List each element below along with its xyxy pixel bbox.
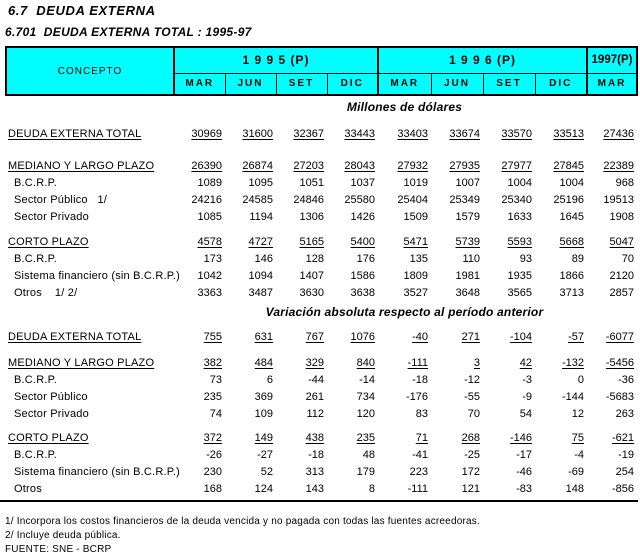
cell-value: 5739 xyxy=(455,236,480,248)
cell-value: 2120 xyxy=(609,270,634,282)
cell-value: 25340 xyxy=(501,194,532,206)
cell-value: 235 xyxy=(356,432,375,444)
cell-value: 3487 xyxy=(248,287,273,299)
table-row xyxy=(5,234,638,251)
cell-value: 124 xyxy=(254,483,273,495)
row-label: B.C.R.P. xyxy=(14,177,57,189)
table-row xyxy=(5,464,638,481)
cell-value: 33570 xyxy=(501,128,532,140)
cell-value: 27935 xyxy=(449,160,480,172)
cell-value: 3638 xyxy=(350,287,375,299)
cell-value: -104 xyxy=(509,331,532,343)
row-label: B.C.R.P. xyxy=(14,253,57,265)
table-row xyxy=(5,430,638,447)
month-header: MAR xyxy=(174,73,225,95)
cell-value: 52 xyxy=(260,466,273,478)
cell-value: -46 xyxy=(516,466,532,478)
cell-value: 28043 xyxy=(344,160,375,172)
cell-value: 1306 xyxy=(299,211,324,223)
cell-value: 369 xyxy=(254,391,273,403)
cell-value: 271 xyxy=(461,331,480,343)
cell-value: -19 xyxy=(618,449,634,461)
cell-value: 30969 xyxy=(191,128,222,140)
cell-value: 176 xyxy=(356,253,375,265)
row-label: Otros 1/ 2/ xyxy=(14,287,78,299)
cell-value: -40 xyxy=(412,331,428,343)
cell-value: 1089 xyxy=(197,177,222,189)
table-row xyxy=(5,329,638,346)
cell-value: 128 xyxy=(305,253,324,265)
cell-value: 438 xyxy=(305,432,324,444)
cell-value: 25404 xyxy=(397,194,428,206)
cell-value: 1076 xyxy=(350,331,375,343)
cell-value: 1004 xyxy=(559,177,584,189)
cell-value: -57 xyxy=(568,331,584,343)
cell-value: 26390 xyxy=(191,160,222,172)
cell-value: -14 xyxy=(359,374,375,386)
cell-value: 42 xyxy=(519,357,532,369)
cell-value: 1007 xyxy=(455,177,480,189)
row-label: B.C.R.P. xyxy=(14,449,57,461)
section-heading-millones: Millones de dólares xyxy=(346,100,463,114)
row-label: Sector Privado xyxy=(14,408,89,420)
cell-value: 33443 xyxy=(344,128,375,140)
cell-value: 1809 xyxy=(403,270,428,282)
month-header: DIC xyxy=(327,73,378,95)
cell-value: 32367 xyxy=(293,128,324,140)
table-row xyxy=(5,389,638,406)
month-header: SET xyxy=(276,73,327,95)
row-label: Sector Privado xyxy=(14,211,89,223)
cell-value: 1645 xyxy=(559,211,584,223)
cell-value: 1019 xyxy=(403,177,428,189)
row-label: DEUDA EXTERNA TOTAL xyxy=(8,128,142,140)
cell-value: 3 xyxy=(473,357,480,369)
cell-value: -4 xyxy=(574,449,584,461)
cell-value: 27203 xyxy=(293,160,324,172)
cell-value: 172 xyxy=(461,466,480,478)
cell-value: 1051 xyxy=(299,177,324,189)
row-label: Sector Público xyxy=(14,391,88,403)
table-header xyxy=(5,46,638,96)
cell-value: 230 xyxy=(203,466,222,478)
cell-value: 3527 xyxy=(403,287,428,299)
cell-value: 148 xyxy=(565,483,584,495)
table-row xyxy=(5,175,638,192)
cell-value: -621 xyxy=(611,432,634,444)
cell-value: 24846 xyxy=(293,194,324,206)
cell-value: 71 xyxy=(415,432,428,444)
cell-value: 3363 xyxy=(197,287,222,299)
table-row xyxy=(5,481,638,498)
cell-value: 767 xyxy=(305,331,324,343)
cell-value: 24585 xyxy=(242,194,273,206)
month-header: JUN xyxy=(225,73,276,95)
cell-value: -69 xyxy=(568,466,584,478)
cell-value: 48 xyxy=(362,449,375,461)
cell-value: 173 xyxy=(203,253,222,265)
cell-value: 382 xyxy=(203,357,222,369)
cell-value: 93 xyxy=(519,253,532,265)
cell-value: 5668 xyxy=(559,236,584,248)
cell-value: 223 xyxy=(409,466,428,478)
footnote-2: 2/ Incluye deuda pública. xyxy=(5,530,121,541)
cell-value: 631 xyxy=(254,331,273,343)
year-header-1996: 1 9 9 6 (P) xyxy=(378,47,587,73)
cell-value: 1908 xyxy=(609,211,634,223)
cell-value: -9 xyxy=(522,391,532,403)
footnote-1: 1/ Incorpora los costos financieros de la deuda vencida y no pagada con todas las fuentes acreedoras. xyxy=(5,516,480,527)
source-note: FUENTE: SNE - BCRP xyxy=(5,544,112,555)
cell-value: -44 xyxy=(308,374,324,386)
cell-value: -5456 xyxy=(605,357,634,369)
month-header: JUN xyxy=(431,73,483,95)
cell-value: 89 xyxy=(571,253,584,265)
cell-value: 25349 xyxy=(449,194,480,206)
month-header: DIC xyxy=(535,73,587,95)
table-row xyxy=(5,126,638,143)
cell-value: 329 xyxy=(305,357,324,369)
table-row xyxy=(5,355,638,372)
cell-value: 8 xyxy=(368,483,375,495)
cell-value: -12 xyxy=(464,374,480,386)
row-label: MEDIANO Y LARGO PLAZO xyxy=(8,357,155,369)
cell-value: 1194 xyxy=(249,211,273,223)
cell-value: 1633 xyxy=(507,211,532,223)
cell-value: 5400 xyxy=(350,236,375,248)
year-header-1997: 1997(P) xyxy=(587,47,637,73)
cell-value: 25196 xyxy=(553,194,584,206)
cell-value: -36 xyxy=(618,374,634,386)
cell-value: 33674 xyxy=(449,128,480,140)
cell-value: 1866 xyxy=(559,270,584,282)
cell-value: 70 xyxy=(621,253,634,265)
cell-value: 1037 xyxy=(350,177,375,189)
cell-value: 135 xyxy=(409,253,428,265)
cell-value: 3713 xyxy=(559,287,584,299)
cell-value: 3565 xyxy=(507,287,532,299)
cell-value: 372 xyxy=(203,432,222,444)
cell-value: -27 xyxy=(257,449,273,461)
month-header: MAR xyxy=(587,73,637,95)
cell-value: 1509 xyxy=(403,211,428,223)
cell-value: 1095 xyxy=(248,177,273,189)
table-row xyxy=(5,158,638,175)
table-row xyxy=(5,268,638,285)
cell-value: 27845 xyxy=(553,160,584,172)
cell-value: 1094 xyxy=(248,270,273,282)
cell-value: 1407 xyxy=(299,270,324,282)
cell-value: 83 xyxy=(415,408,428,420)
cell-value: 120 xyxy=(356,408,375,420)
cell-value: 1579 xyxy=(455,211,480,223)
cell-value: 70 xyxy=(467,408,480,420)
cell-value: 19513 xyxy=(603,194,634,206)
cell-value: 6 xyxy=(266,374,273,386)
cell-value: 149 xyxy=(254,432,273,444)
report-page xyxy=(0,3,640,555)
cell-value: 22389 xyxy=(603,160,634,172)
cell-value: -41 xyxy=(412,449,428,461)
cell-value: 0 xyxy=(577,374,584,386)
footnote-divider xyxy=(0,500,638,502)
cell-value: 263 xyxy=(615,408,634,420)
cell-value: -26 xyxy=(206,449,222,461)
cell-value: -17 xyxy=(516,449,532,461)
table-row xyxy=(5,251,638,268)
cell-value: -3 xyxy=(522,374,532,386)
cell-value: 3630 xyxy=(299,287,324,299)
table-body-millones xyxy=(5,126,638,302)
cell-value: -146 xyxy=(509,432,532,444)
cell-value: 313 xyxy=(305,466,324,478)
cell-value: -6077 xyxy=(605,331,634,343)
table-row xyxy=(5,285,638,302)
cell-value: 5471 xyxy=(403,236,428,248)
cell-value: 168 xyxy=(203,483,222,495)
month-header: MAR xyxy=(378,73,431,95)
cell-value: -176 xyxy=(405,391,428,403)
cell-value: 75 xyxy=(571,432,584,444)
cell-value: 1042 xyxy=(197,270,222,282)
cell-value: 4578 xyxy=(197,236,222,248)
footnotes xyxy=(5,515,640,557)
cell-value: 1935 xyxy=(507,270,532,282)
cell-value: -55 xyxy=(464,391,480,403)
cell-value: 24216 xyxy=(191,194,222,206)
table-row xyxy=(5,209,638,226)
cell-value: 1586 xyxy=(350,270,375,282)
cell-value: 968 xyxy=(615,177,634,189)
cell-value: 143 xyxy=(305,483,324,495)
cell-value: 2857 xyxy=(609,287,634,299)
table-row xyxy=(5,192,638,209)
cell-value: 26874 xyxy=(242,160,273,172)
cell-value: 1085 xyxy=(197,211,222,223)
cell-value: 27932 xyxy=(397,160,428,172)
cell-value: 179 xyxy=(356,466,375,478)
table-row xyxy=(5,406,638,423)
row-label: Sistema financiero (sin B.C.R.P.) xyxy=(14,466,180,478)
cell-value: -111 xyxy=(407,357,428,369)
cell-value: 484 xyxy=(254,357,273,369)
row-label: Sistema financiero (sin B.C.R.P.) xyxy=(14,270,180,282)
cell-value: -18 xyxy=(412,374,428,386)
cell-value: -18 xyxy=(308,449,324,461)
cell-value: 254 xyxy=(615,466,634,478)
cell-value: 33513 xyxy=(553,128,584,140)
cell-value: 74 xyxy=(209,408,222,420)
cell-value: 121 xyxy=(461,483,480,495)
cell-value: 5047 xyxy=(609,236,634,248)
row-label: B.C.R.P. xyxy=(14,374,57,386)
cell-value: 1426 xyxy=(350,211,375,223)
cell-value: 31600 xyxy=(242,128,273,140)
cell-value: -132 xyxy=(561,357,584,369)
month-header: SET xyxy=(483,73,535,95)
row-label: Otros xyxy=(14,483,42,495)
section-heading-variacion: Variación absoluta respecto al período anterior xyxy=(265,305,544,319)
cell-value: 110 xyxy=(462,253,480,265)
cell-value: 27977 xyxy=(501,160,532,172)
cell-value: 112 xyxy=(306,408,324,420)
row-label: CORTO PLAZO xyxy=(8,236,89,248)
cell-value: -25 xyxy=(464,449,480,461)
cell-value: -144 xyxy=(561,391,584,403)
row-label: CORTO PLAZO xyxy=(8,432,89,444)
row-label: MEDIANO Y LARGO PLAZO xyxy=(8,160,155,172)
cell-value: 261 xyxy=(305,391,324,403)
cell-value: 1981 xyxy=(455,270,480,282)
cell-value: 3648 xyxy=(455,287,480,299)
row-label: DEUDA EXTERNA TOTAL xyxy=(8,331,142,343)
cell-value: -83 xyxy=(516,483,532,495)
table-row xyxy=(5,372,638,389)
page-subtitle: 6.701 DEUDA EXTERNA TOTAL : 1995-97 xyxy=(5,25,252,39)
cell-value: 268 xyxy=(461,432,480,444)
cell-value: 27436 xyxy=(603,128,634,140)
cell-value: 4727 xyxy=(248,236,273,248)
cell-value: 1004 xyxy=(507,177,532,189)
row-label: Sector Público 1/ xyxy=(14,194,108,206)
cell-value: 734 xyxy=(356,391,375,403)
concept-header-cell: CONCEPTO xyxy=(6,47,174,95)
cell-value: 146 xyxy=(254,253,273,265)
table-body-variacion xyxy=(5,329,638,498)
cell-value: 109 xyxy=(254,408,273,420)
page-title: 6.7 DEUDA EXTERNA xyxy=(8,3,156,18)
cell-value: -856 xyxy=(611,483,634,495)
cell-value: -111 xyxy=(407,483,428,495)
cell-value: 235 xyxy=(203,391,222,403)
cell-value: 73 xyxy=(209,374,222,386)
year-header-1995: 1 9 9 5 (P) xyxy=(174,47,378,73)
cell-value: 5593 xyxy=(507,236,532,248)
cell-value: 12 xyxy=(571,408,584,420)
cell-value: 755 xyxy=(203,331,222,343)
cell-value: 33403 xyxy=(397,128,428,140)
cell-value: 25580 xyxy=(344,194,375,206)
table-row xyxy=(5,447,638,464)
cell-value: 54 xyxy=(519,408,532,420)
cell-value: 840 xyxy=(356,357,375,369)
cell-value: -5683 xyxy=(605,391,634,403)
cell-value: 5165 xyxy=(299,236,324,248)
